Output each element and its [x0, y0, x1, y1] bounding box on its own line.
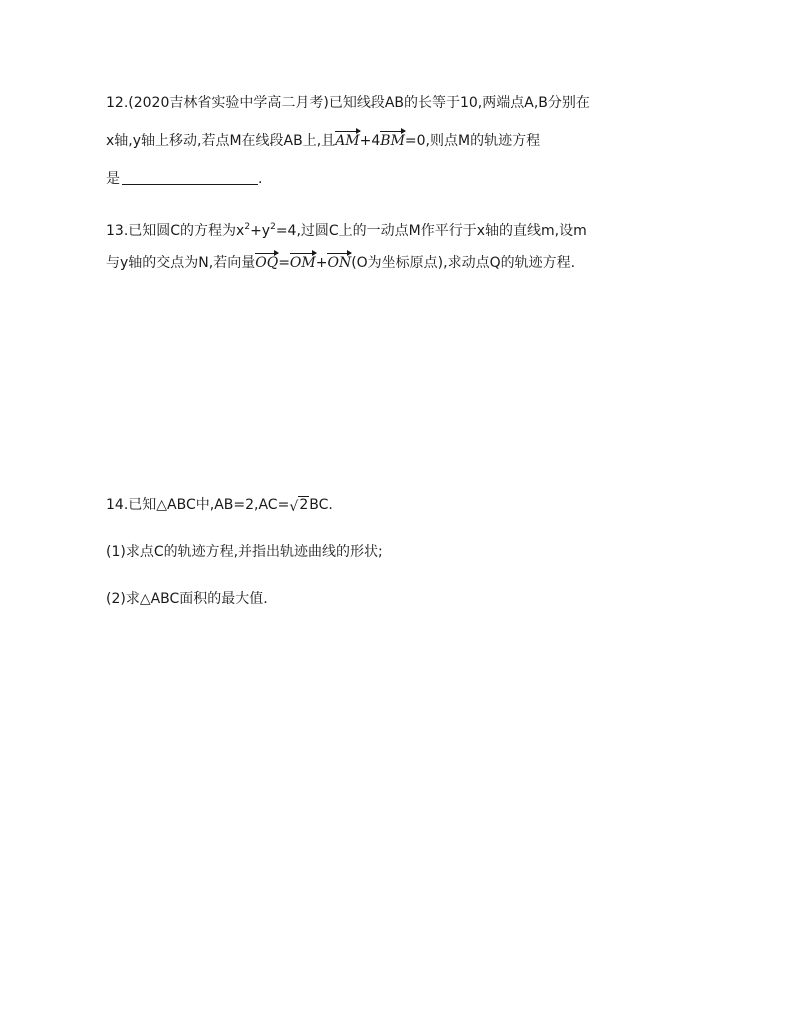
answer-blank [122, 170, 258, 185]
q14-part-2: (2)求△ABC面积的最大值. [106, 591, 268, 607]
q14-line-1: 14.已知△ABC中,AB=2,AC= √ 2BC. [106, 494, 333, 516]
q12-line-2: x轴,y轴上移动,若点M在线段AB上,且AM+4BM=0,则点M的轨迹方程 [106, 130, 540, 152]
q13-line-2: 与y轴的交点为N,若向量OQ=OM+ON(O为坐标原点),求动点Q的轨迹方程. [106, 252, 575, 274]
vector-om: OM [290, 252, 316, 274]
vector-oq: OQ [255, 252, 278, 274]
q12-line-3: 是 . [106, 171, 263, 187]
vector-am: AM [335, 130, 359, 152]
q12-line-1: 12.(2020吉林省实验中学高二月考)已知线段AB的长等于10,两端点A,B分别在 [106, 95, 590, 111]
sqrt-two: √ 2 [289, 497, 309, 515]
q14-part-1: (1)求点C的轨迹方程,并指出轨迹曲线的形状; [106, 544, 383, 560]
q13-line-1: 13.已知圆C的方程为$x^2+y^2=4$,过圆C上的一动点M作平行于x轴的直线m,设m [106, 222, 587, 239]
vector-on: ON [327, 252, 351, 274]
vector-bm: BM [380, 130, 405, 152]
